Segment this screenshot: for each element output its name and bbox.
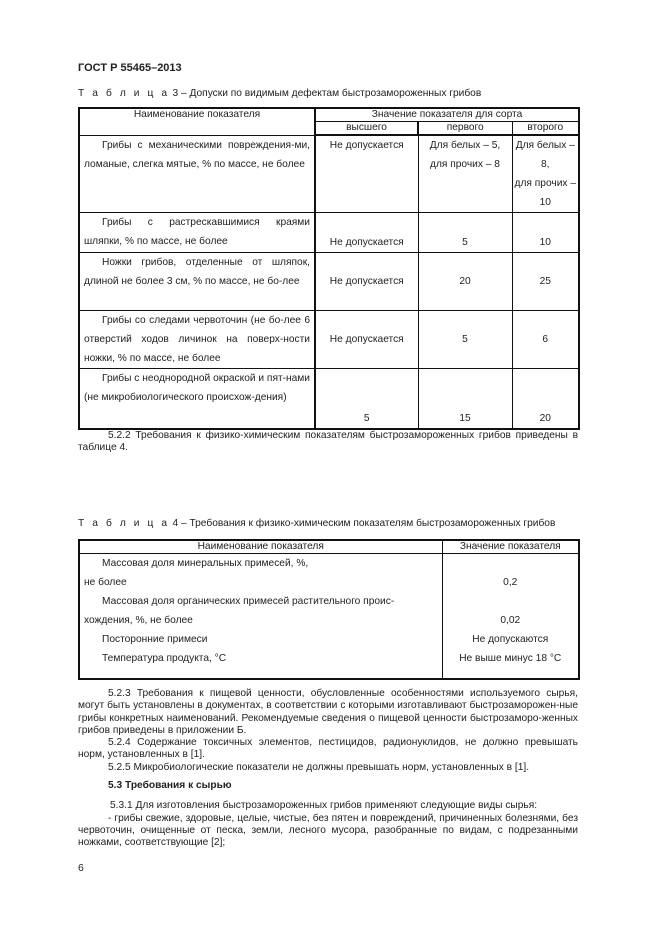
cell: Не допускаются — [442, 630, 579, 649]
col-header-name: Наименование показателя — [79, 108, 315, 135]
paragraph-5-2-5: 5.2.5 Микробиологические показатели не должны превышать норм, установленных в [1]. — [108, 761, 530, 773]
cell: 6 — [512, 311, 579, 369]
row-name: Грибы с механическими повреждения-ми, ломаные, слегка мятые, % по массе, не более — [84, 139, 310, 170]
cell: 20 — [418, 253, 512, 311]
row-name: Грибы с неоднородной окраской и пят-нами (не микробиологического происхож-дения) — [84, 373, 310, 403]
row-name: хождения, %, не более — [84, 615, 193, 626]
col-header-group: Значение показателя для сорта — [315, 108, 579, 122]
table-row — [79, 649, 579, 679]
cell: Для белых – 8, — [515, 140, 575, 170]
paragraph-5-3-1-item: - грибы свежие, здоровые, целые, чистые, без пятен и повреждений, причиненных болезнями, без червоточин, очищенные от песка, земли, лесного мусора, разобранные по видам, с подрезанными ножками, соответствующие [2]; — [78, 812, 578, 849]
table4-caption: Т а б л и ц а 4 – Требования к физико-химическим показателям быстрозамороженных грибов — [78, 518, 556, 529]
cell: 5 — [418, 213, 512, 253]
table-row — [79, 135, 579, 213]
cell: 5 — [418, 311, 512, 369]
table-row — [79, 311, 579, 369]
table-row — [79, 630, 579, 649]
cell: 25 — [512, 253, 579, 311]
col-header-grade: первого — [418, 122, 512, 136]
paragraph-5-2-2: 5.2.2 Требования к физико-химическим показателям быстрозамороженных грибов приведены в таблице 4. — [78, 430, 578, 454]
paragraph-5-2-3: 5.2.3 Требования к пищевой ценности, обусловленные особенностями используемого сырья, могут быть установлены в документах, в соответствии с которыми изготавливают быстрозаморожен-ные грибы конкретных наименований. Рекомендуемые сведения о пищевой ценности быстрозаморо-женных грибов приведены в приложении Б. — [78, 688, 578, 736]
cell: Не допускается — [315, 135, 418, 213]
paragraph-5-3-1: 5.3.1 Для изготовления быстрозамороженных грибов применяют следующие виды сырья: — [110, 800, 538, 812]
section-text — [78, 688, 578, 850]
document-header: ГОСТ Р 55465–2013 — [78, 62, 182, 74]
table-row — [79, 369, 579, 429]
col-header-grade: высшего — [315, 122, 418, 136]
table-row — [79, 213, 579, 253]
page-number: 6 — [78, 862, 84, 874]
cell: Не допускается — [315, 253, 418, 311]
row-name: Ножки грибов, отделенные от шляпок, длиной не более 3 см, % по массе, не бо-лее — [84, 257, 310, 287]
cell: Не выше минус 18 °С — [442, 649, 579, 679]
row-name: Грибы с растрескавшимися краями шляпки, % по массе, не более — [84, 217, 310, 247]
col-header-name: Наименование показателя — [79, 540, 442, 554]
row-name: не более — [84, 577, 127, 588]
cell: 20 — [512, 369, 579, 429]
table-row — [79, 592, 579, 630]
row-name: Температура продукта, °С — [102, 653, 227, 664]
col-header-grade: второго — [512, 122, 579, 136]
table-row — [79, 554, 579, 593]
table4 — [78, 539, 580, 680]
cell: Не допускается — [315, 311, 418, 369]
row-name: Грибы со следами червоточин (не бо-лее 6 отверстий ходов личинок на поверх-ности ножки, % по массе, не более — [84, 315, 310, 364]
row-name: Массовая доля минеральных примесей, %, — [102, 558, 309, 569]
table3 — [78, 107, 580, 430]
cell: 10 — [512, 213, 579, 253]
row-name: Посторонние примеси — [102, 634, 208, 645]
cell: для прочих – 10 — [514, 178, 576, 208]
cell: 0,2 — [442, 554, 579, 593]
cell: для прочих – 8 — [430, 159, 500, 170]
paragraph-5-2-4: 5.2.4 Содержание токсичных элементов, пестицидов, радионуклидов, не должно превышать норм, установленных в [1]. — [78, 737, 578, 761]
row-name: Массовая доля органических примесей растительного проис- — [102, 596, 395, 607]
section-heading-5-3: 5.3 Требования к сырью — [108, 780, 232, 792]
cell: 5 — [315, 369, 418, 429]
cell: Для белых – 5, — [429, 140, 501, 151]
col-header-value: Значение показателя — [442, 540, 579, 554]
cell: 0,02 — [442, 592, 579, 630]
cell: 15 — [418, 369, 512, 429]
table3-caption: Т а б л и ц а 3 – Допуски по видимым дефектам быстрозамороженных грибов — [78, 88, 482, 99]
table-row — [79, 253, 579, 311]
cell: Не допускается — [315, 213, 418, 253]
